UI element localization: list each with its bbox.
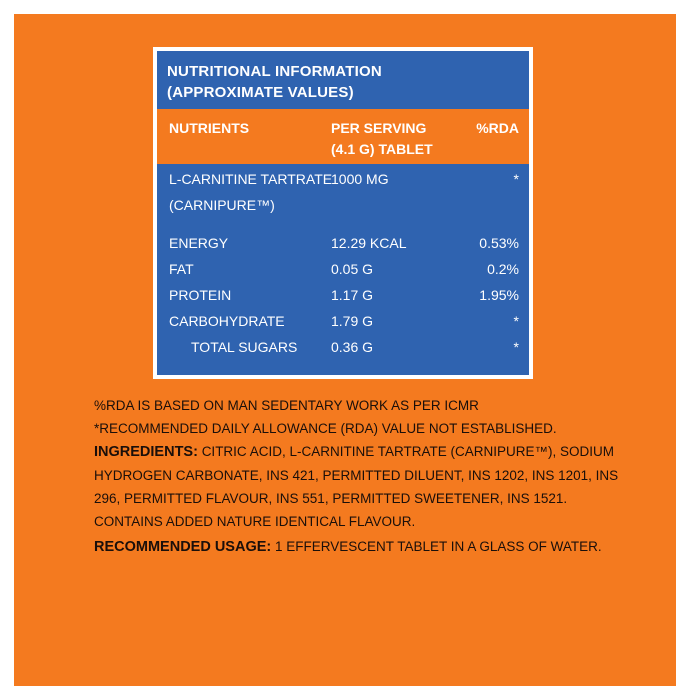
nutrient-name: FAT xyxy=(169,261,194,277)
nutrient-rda: * xyxy=(513,171,519,187)
nutrient-value: 0.36 G xyxy=(331,339,374,355)
nutrient-rda: 0.2% xyxy=(487,261,519,277)
label-background xyxy=(14,14,676,686)
table-row xyxy=(157,308,529,334)
label-notes xyxy=(94,394,634,559)
header-nutrients: NUTRIENTS xyxy=(169,120,250,136)
nutrition-panel xyxy=(153,47,533,379)
table-row-continuation xyxy=(157,192,529,218)
header-per-serving-unit: (4.1 G) TABLET xyxy=(331,141,433,157)
nutrient-name: L-CARNITINE TARTRATE xyxy=(169,171,333,187)
usage-label: RECOMMENDED USAGE: xyxy=(94,539,272,555)
nutrition-title xyxy=(157,51,529,109)
nutrient-name: CARBOHYDRATE xyxy=(169,313,285,329)
rda-basis-note: %RDA IS BASED ON MAN SEDENTARY WORK AS PER ICMR xyxy=(94,398,479,413)
table-row xyxy=(157,256,529,282)
nutrient-value: 1000 MG xyxy=(331,171,389,187)
nutrient-value: 1.17 G xyxy=(331,287,374,303)
nutrient-rda: 0.53% xyxy=(479,235,519,251)
nutrition-rows xyxy=(157,166,529,360)
ingredients-text: CITRIC ACID, L-CARNITINE TARTRATE (CARNIPURE™), SODIUM HYDROGEN CARBONATE, INS 421, PERMITTED DILUENT, INS 1202, INS 1201, INS 296, PERMITTED FLAVOUR, INS 551, PERMITTED SWEETENER, INS 1521. CONTAINS ADDED NATURE IDENTICAL FLAVOUR. xyxy=(94,444,619,529)
nutrient-value: 12.29 KCAL xyxy=(331,235,407,251)
nutrient-rda: 1.95% xyxy=(479,287,519,303)
nutrient-value: 0.05 G xyxy=(331,261,374,277)
ingredients-label: INGREDIENTS: xyxy=(94,444,198,460)
usage-paragraph xyxy=(94,535,634,559)
nutrient-name: ENERGY xyxy=(169,235,229,251)
table-row xyxy=(157,334,529,360)
header-per-serving: PER SERVING xyxy=(331,120,427,136)
nutrient-value: 1.79 G xyxy=(331,313,374,329)
nutrient-name-continued: (CARNIPURE™) xyxy=(169,197,275,213)
nutrient-rda: * xyxy=(513,313,519,329)
ingredients-paragraph xyxy=(94,440,634,533)
usage-text: 1 EFFERVESCENT TABLET IN A GLASS OF WATER. xyxy=(275,539,602,554)
table-row xyxy=(157,282,529,308)
nutrient-name: PROTEIN xyxy=(169,287,232,303)
table-row xyxy=(157,166,529,192)
title-line-1: NUTRITIONAL INFORMATION xyxy=(167,63,382,80)
nutrient-name: TOTAL SUGARS xyxy=(191,339,298,355)
header-rda: %RDA xyxy=(476,120,519,136)
nutrient-rda: * xyxy=(513,339,519,355)
title-line-2: (APPROXIMATE VALUES) xyxy=(167,84,354,101)
table-row xyxy=(157,230,529,256)
rda-not-established-note: *RECOMMENDED DAILY ALLOWANCE (RDA) VALUE NOT ESTABLISHED. xyxy=(94,421,557,436)
table-header xyxy=(157,109,529,164)
row-spacer xyxy=(157,218,529,230)
